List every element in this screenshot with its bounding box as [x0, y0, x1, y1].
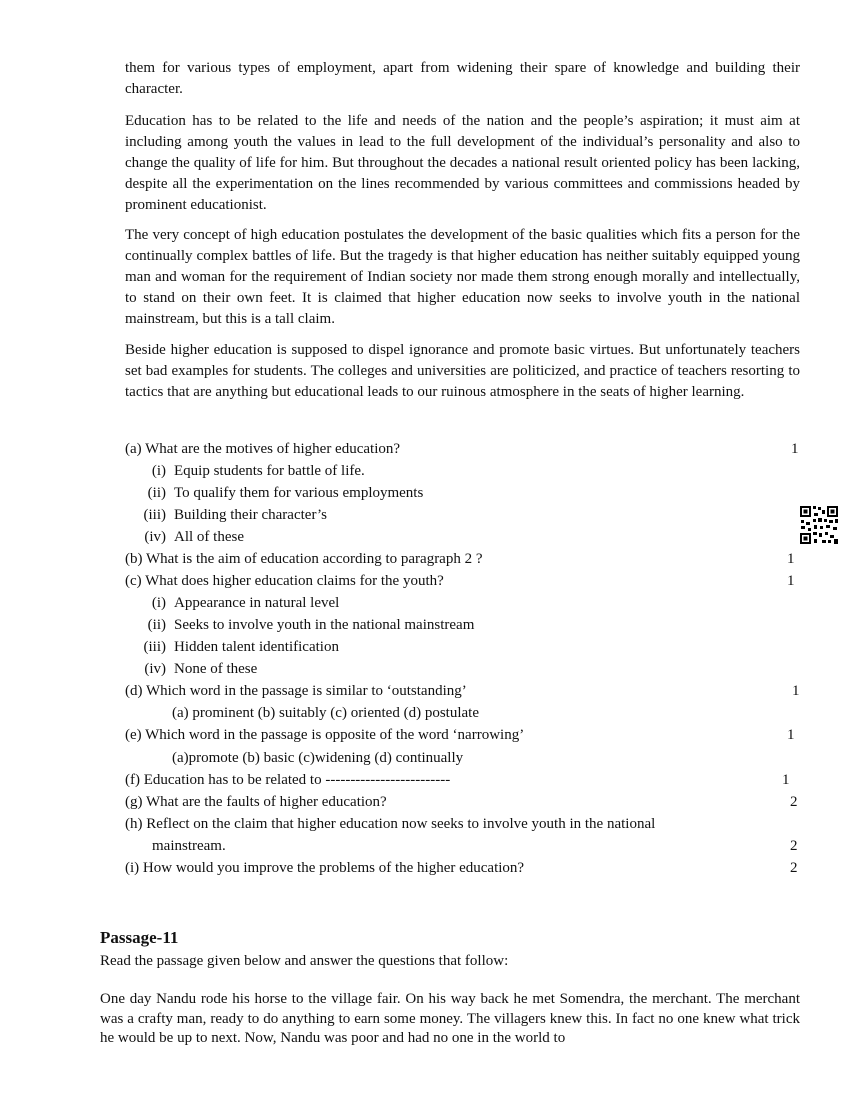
- option: [140, 526, 244, 548]
- paragraph-3: The very concept of high education postulates the development of the basic qualities which fits a person for the continually complex battles of life. But the tragedy is that higher education has neither suitably equipped young man and woman for the requirement of Indian society nor made them strong enough morally and intellectually, to stand on their own feet. It is claimed that higher education now seeks to involve youth in the national mainstream, but this is a tall claim.: [125, 227, 800, 327]
- option-number: (iii): [143, 507, 166, 523]
- option-text: Building their character’s: [174, 507, 328, 523]
- qr-code-icon: [799, 505, 839, 545]
- passage-11-text: One day Nandu rode his horse to the village fair. On his way back he met Somendra, the merchant. The merchant was a crafty man, ready to do anything to earn some money. The villagers knew this. In fact no one knew what trick he would be up to next. Now, Nandu was poor and had no one in the world to: [100, 991, 800, 1046]
- option-text: To qualify them for various employments: [174, 485, 424, 501]
- question-text: (g) What are the faults of higher education?: [125, 794, 387, 810]
- option: [140, 658, 257, 680]
- option-text: None of these: [174, 661, 258, 677]
- option: [140, 614, 474, 636]
- option: [140, 460, 365, 482]
- question-text: (b) What is the aim of education according to paragraph 2 ?: [125, 551, 483, 567]
- paragraph-4: Beside higher education is supposed to dispel ignorance and promote basic virtues. But unfortunately teachers set bad examples for students. The colleges and universities are politicized, and practice of teachers resorting to tactics that are anything but educational leads to our ruinous atmosphere in the seats of higher learning.: [125, 342, 800, 400]
- passage-instruction: Read the passage given below and answer the questions that follow:: [100, 953, 509, 969]
- marks: 1: [787, 727, 795, 743]
- question-text: (e) Which word in the passage is opposite of the word ‘narrowing’: [125, 727, 525, 743]
- option-number: (i): [151, 463, 166, 479]
- option: [140, 592, 339, 614]
- option-text: Hidden talent identification: [174, 639, 339, 655]
- question-text: (c) What does higher education claims for the youth?: [125, 573, 444, 589]
- marks: 2: [790, 838, 798, 854]
- option: [140, 504, 327, 526]
- option-text: Seeks to involve youth in the national mainstream: [174, 617, 475, 633]
- option-number: (i): [151, 595, 166, 611]
- marks: 1: [787, 551, 795, 567]
- option-text: Appearance in natural level: [174, 595, 340, 611]
- options-line: (a)promote (b) basic (c)widening (d) continually: [172, 750, 464, 766]
- marks: 2: [790, 794, 798, 810]
- marks: 1: [792, 683, 800, 699]
- option-number: (ii): [147, 617, 166, 633]
- options-line: (a) prominent (b) suitably (c) oriented (d) postulate: [172, 705, 479, 721]
- question-text: (f) Education has to be related to -------------------------: [125, 772, 451, 788]
- passage-heading: Passage-11: [100, 928, 179, 947]
- option-number: (iv): [144, 661, 166, 677]
- question-text-continued: mainstream.: [152, 838, 226, 854]
- question-text: (h) Reflect on the claim that higher education now seeks to involve youth in the national: [125, 816, 656, 832]
- option: [140, 482, 423, 504]
- question-text: (d) Which word in the passage is similar to ‘outstanding’: [125, 683, 467, 699]
- paragraph-2: Education has to be related to the life and needs of the nation and the people’s aspiration; it must aim at including among youth the values in lead to the full development of the individual’s personality and also to change the quality of life for him. But throughout the decades a national result oriented policy has been lacking, despite all the experimentation on the lines recommended by various committees and commissions headed by prominent educationist.: [125, 113, 800, 213]
- option-text: Equip students for battle of life.: [174, 463, 365, 479]
- marks: 1: [791, 441, 799, 457]
- question-text: (a) What are the motives of higher education?: [125, 441, 401, 457]
- question-text: (i) How would you improve the problems of the higher education?: [125, 860, 525, 876]
- option-number: (iv): [144, 529, 166, 545]
- option-number: (ii): [147, 485, 166, 501]
- option-text: All of these: [174, 529, 244, 545]
- marks: 2: [790, 860, 798, 876]
- option: [140, 636, 339, 658]
- option-number: (iii): [143, 639, 166, 655]
- marks: 1: [787, 573, 795, 589]
- paragraph-1: them for various types of employment, apart from widening their spare of knowledge and building their character.: [125, 60, 800, 97]
- marks: 1: [782, 772, 790, 788]
